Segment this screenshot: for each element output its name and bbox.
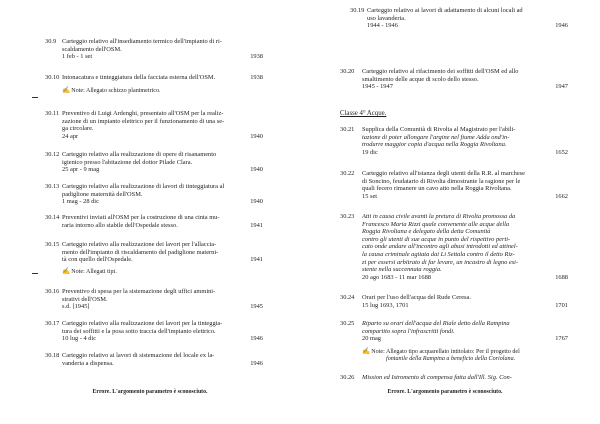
record-text: Atti in causa civile avanti la pretura di Rivolta promossa da — [362, 213, 516, 220]
record-text: Intonacatura e tinteggiatura della facciata esterna dell'OSM. — [62, 74, 216, 81]
note-text: Note: Allegato schizzo planimetrico. — [71, 88, 161, 94]
record-date: 19 dic — [362, 148, 378, 156]
record-text: Roggia Rivoltana e delegato della detta Comunità — [362, 228, 491, 236]
record-text: contro gli utenti di sue acque in punto del rispettivo perti- — [362, 235, 511, 243]
record-note — [62, 268, 117, 276]
record-date: 25 apr - 9 mag — [62, 166, 100, 174]
record-date: s.d. [1945] — [62, 303, 90, 311]
record-text: uso lavanderia. — [367, 14, 406, 22]
record-text: scaldamento dell'OSM. — [62, 45, 122, 53]
record-text: zi per essersi arbitrato di far levare, un incastro di legno esi- — [362, 258, 519, 266]
record-year: 1946 — [555, 22, 568, 30]
record-text: ga circolare. — [62, 125, 94, 133]
record-text: Carteggio relativo al rifacimento dei soffitti dell'OSM ed allo — [362, 68, 519, 75]
record-year: 1940 — [250, 132, 263, 140]
note-text: Note: Allegato tipo acquarellato intitolato: Per il progetto del — [371, 349, 520, 355]
record-text: stente nella succennata roggia. — [362, 266, 442, 274]
record-year: 1767 — [555, 335, 568, 343]
record-text: igienico presso l'abitazione del dottor Pilade Clara. — [62, 158, 193, 166]
record-text: Carteggio relativo alla realizzazione dei lavori per l'allaccia- — [62, 241, 217, 248]
record-text: strativi dell'OSM. — [62, 295, 108, 303]
section-heading: Classe 4° Acque. — [340, 110, 387, 117]
record-text: Preventivo di Luigi Ardenghi, presentato all'OSM per la realiz- — [62, 110, 224, 117]
record-date: 1 mag - 28 dic — [62, 198, 99, 206]
record-text: trodurre maggior copia d'acqua nella Roggia Rivoltana. — [362, 141, 507, 149]
record-year: 1945 — [250, 303, 263, 311]
record-year: 1947 — [555, 83, 568, 91]
record-text: zazione di un impianto elettrico per il funzionamento di una se- — [62, 117, 225, 125]
page-footer: Errore. L'argomento parametro è sconosciuto. — [387, 389, 503, 395]
record-text: cato onde andare all'incontro agli abusi introdotti ed attinel- — [362, 243, 518, 251]
record-text: quali fecero rimanere un cavo atto nella Roggia Rivoltana. — [362, 185, 512, 193]
record-date: 10 lug - 4 dic — [62, 335, 97, 343]
record-number: 30.23 — [340, 213, 355, 220]
record-text: Riparto su orari dell'acqua del Riale detto della Rampina — [362, 320, 510, 327]
record-year: 1652 — [555, 148, 568, 156]
record-number: 30.15 — [45, 241, 60, 248]
right-page — [300, 0, 600, 424]
record-year: 1941 — [250, 221, 263, 229]
pen-note-icon: ✍ — [62, 87, 71, 94]
record-text: Mission ed Istromento di compensa fatta dall'Ill. Sig. Con- — [362, 374, 512, 381]
record-year: 1946 — [250, 359, 263, 367]
record-text: Preventivo di spesa per la sistemazione degli uffici ammini- — [62, 288, 216, 295]
record-text: Carteggio relativo ai lavori di adattamento di alcuni locali ad — [367, 7, 523, 14]
record-number: 30.12 — [45, 151, 60, 158]
record-year: 1940 — [250, 166, 263, 174]
record-number: 30.20 — [340, 68, 355, 75]
record-year: 1662 — [555, 192, 568, 200]
note-text: Note: Allegati tipi. — [71, 269, 117, 275]
record-number: 30.10 — [45, 74, 60, 81]
record-number: 30.11 — [45, 110, 60, 117]
record-text: Carteggio relativo alla realizzazione di opere di risanamento — [62, 151, 217, 158]
record-text: Francesco Maria Rizzi quale convenente alle acque della — [362, 220, 510, 228]
record-number: 30.16 — [45, 288, 60, 295]
record-text: smaltimento delle acque di scolo dello stesso. — [362, 75, 479, 83]
record-number: 30.14 — [45, 214, 60, 221]
record-text: Carteggio relativo alla realizzazione dei lavori per la tinteggia- — [62, 320, 223, 327]
record-text: tura dei soffitti e la posa sotto traccia dell'impianto elettrico. — [62, 327, 216, 335]
record-number: 30.24 — [340, 294, 355, 301]
record-text: la causa criminale agitata dai Li Settala contro il detto Riz- — [362, 250, 515, 258]
record-text: compartito sopra l'infrascritti fondi. — [362, 327, 455, 335]
record-text: Carteggio relativo all'istanza degli utenti della R.R. al marchese — [362, 170, 525, 177]
page-footer: Errore. L'argomento parametro è sconosciuto. — [92, 389, 208, 395]
record-text: Orari per l'uso dell'acqua del Rude Ceresa. — [362, 294, 471, 301]
record-date: 15 lug 1693, 1701 — [362, 301, 409, 309]
pen-note-icon: ✍ — [362, 348, 371, 355]
record-text: Carteggio relativo alla realizzazione di lavori di tinteggiatura al — [62, 183, 225, 190]
record-number: 30.9 — [45, 38, 57, 45]
record-text: Supplica della Comunità di Rivolta al Magistrato per l'abili- — [362, 126, 516, 133]
record-number: 30.18 — [45, 352, 60, 359]
record-year: 1941 — [250, 256, 263, 264]
pen-note-icon: ✍ — [62, 268, 71, 275]
record-year: 1938 — [250, 53, 263, 61]
record-text: raria intorno allo stabile dell'Ospedale stesso. — [62, 221, 178, 229]
margin-mark — [32, 273, 38, 274]
record-text: Carteggio relativo ai lavori di sistemazione del locale ex la- — [62, 352, 215, 359]
record-number: 30.19 — [350, 7, 365, 14]
record-date: 15 set — [362, 192, 378, 200]
record-year: 1938 — [250, 74, 263, 81]
record-number: 30.22 — [340, 170, 355, 177]
record-year: 1701 — [555, 301, 568, 309]
record-number: 30.17 — [45, 320, 60, 327]
record-note — [362, 348, 520, 364]
record-year: 1946 — [250, 335, 263, 343]
record-number: 30.13 — [45, 183, 60, 190]
record-text: Preventivi inviati all'OSM per la costruzione di una cinta mu- — [62, 214, 220, 221]
record-date: 1 feb - 1 set — [62, 53, 93, 61]
record-date: 20 ago 1683 - 11 mar 1688 — [362, 273, 431, 281]
record-number: 30.25 — [340, 320, 355, 327]
record-text: tazione di poter allongare l'argine nel fiume Adda ond'in- — [362, 133, 510, 141]
record-date: 1945 - 1947 — [362, 83, 393, 91]
note-text: fontanile della Rampina a beneficio della Coriolana. — [386, 356, 516, 363]
record-text: padiglione maternità dell'OSM. — [62, 190, 143, 198]
record-date: 20 mag — [362, 335, 381, 343]
record-text: vanderia a dispensa. — [62, 359, 114, 367]
record-date: 24 apr — [62, 132, 79, 140]
record-note — [62, 87, 161, 95]
record-number: 30.21 — [340, 126, 355, 133]
record-date: 1944 - 1946 — [367, 22, 398, 30]
record-year: 1688 — [555, 273, 568, 281]
record-text: tà con quello dell'Ospedale. — [62, 256, 133, 264]
margin-mark — [32, 97, 38, 98]
record-year: 1940 — [250, 198, 263, 206]
record-text: mento dell'impianto di riscaldamento del padiglione materni- — [62, 248, 219, 256]
record-number: 30.26 — [340, 374, 355, 381]
record-text: di Soncino, feudatario di Rivolta dimostrante la ragione per le — [362, 177, 521, 185]
record-text: Carteggio relativo all'insediamento termico dell'impianto di ri- — [62, 38, 222, 45]
